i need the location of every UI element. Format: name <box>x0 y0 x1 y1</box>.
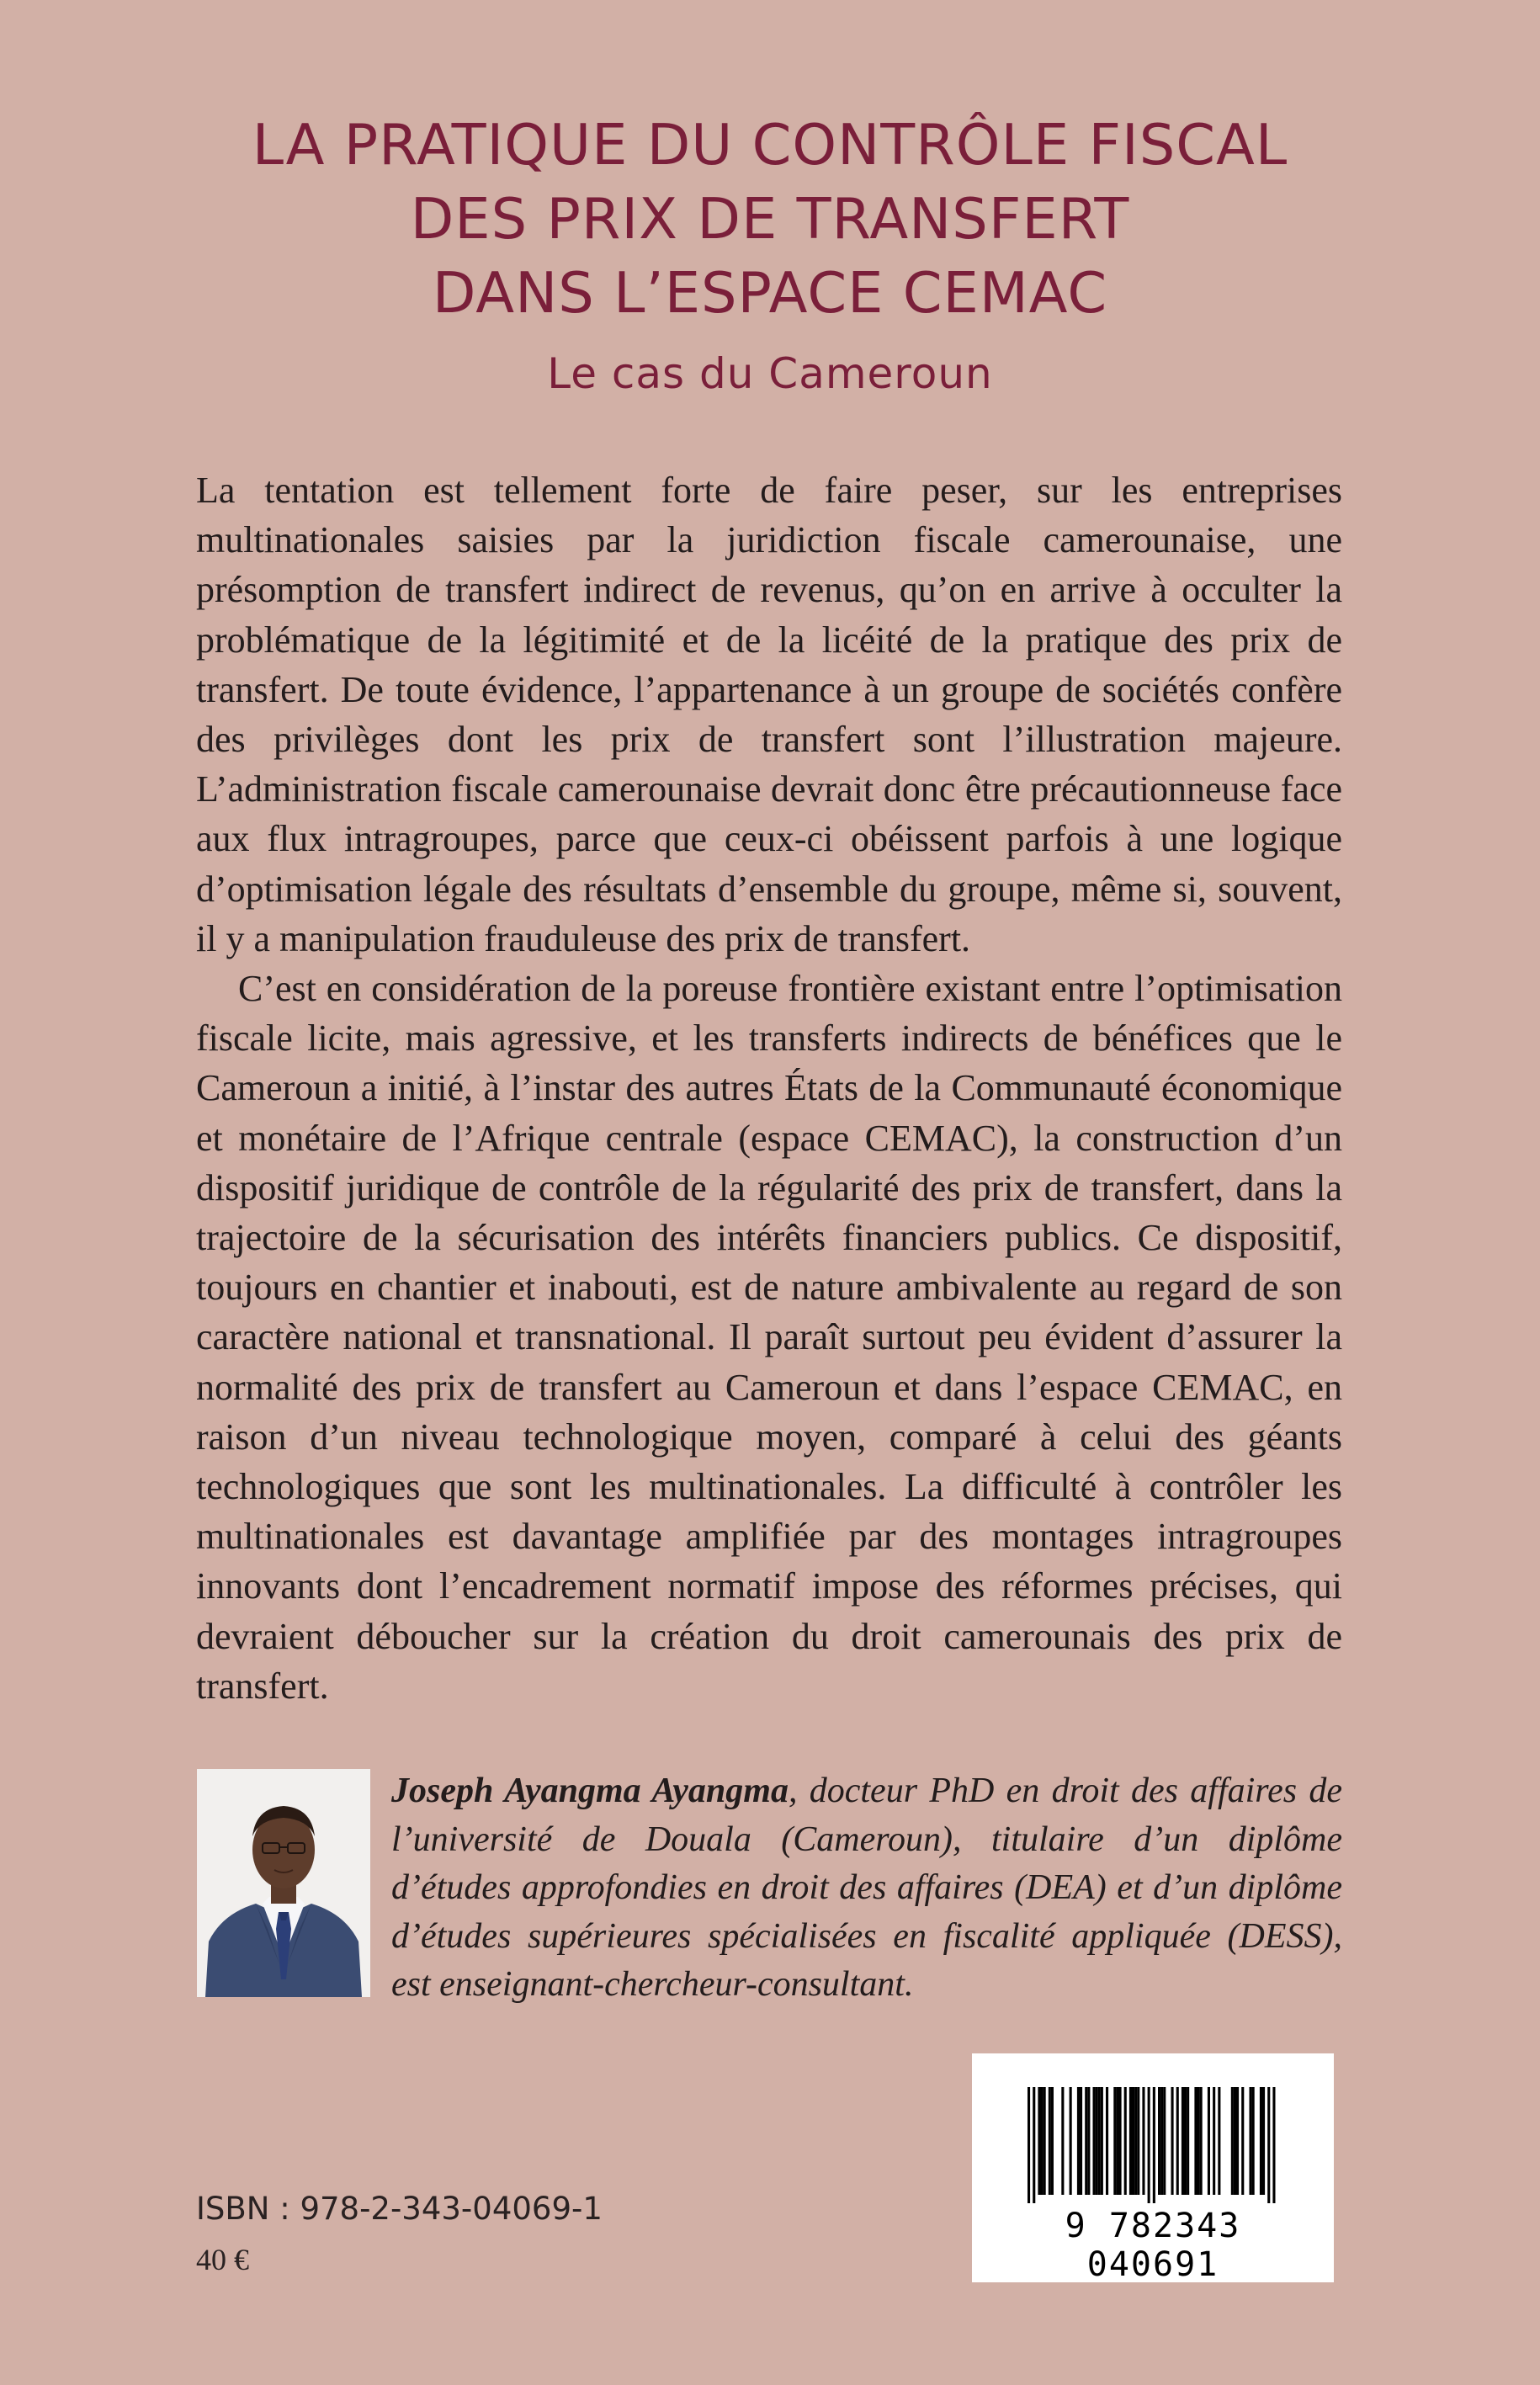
barcode-bar <box>1160 2087 1163 2195</box>
barcode-bar <box>1043 2087 1046 2195</box>
barcode-bar <box>1153 2087 1155 2203</box>
barcode-bar <box>1116 2087 1118 2195</box>
barcode-bar <box>1234 2087 1236 2195</box>
summary-paragraph: C’est en considération de la poreuse frontière existant entre l’optimisation fiscale licite, mais agressive, et les transferts indirects de bénéfices que le Cameroun a initié, à l’instar des autres États de la Communauté économique et monétaire de l’Afrique centrale (espace CEMAC), la construction d’un dispositif juridique de contrôle de la régularité des prix de transfert, dans la trajectoire de la sécurisation des intérêts financiers publics. Ce dispositif, toujours en chantier et inabouti, est de nature ambivalente au regard de son caractère national et transnational. Il paraît surtout peu évident d’assurer la normalité des prix de transfert au Cameroun et dans l’espace CEMAC, en raison d’un niveau technologique moyen, comparé à celui des géants technologiques que sont les multinationales. La difficulté à contrôler les multinationales est davantage amplifiée par des montages intragroupes innovants dont l’encadrement normatif impose des réformes précises, qui devraient déboucher sur la création du droit camerounais des prix de transfert. <box>196 968 1342 1707</box>
price: 40 € <box>196 2243 249 2276</box>
barcode-bar <box>1085 2087 1087 2195</box>
barcode-bar <box>1101 2087 1103 2195</box>
barcode-bar <box>1129 2087 1132 2195</box>
barcode-bar <box>1272 2087 1275 2203</box>
author-photo <box>197 1769 370 1997</box>
barcode-bar <box>1124 2087 1127 2195</box>
barcode-bar <box>1096 2087 1098 2195</box>
barcode-bar <box>1171 2087 1174 2195</box>
author-bio <box>391 1767 1342 2010</box>
barcode-bar <box>1049 2087 1051 2195</box>
barcode-bar <box>1051 2087 1054 2195</box>
barcode-bar <box>1137 2087 1139 2195</box>
barcode-bar <box>1080 2087 1082 2195</box>
barcode-bar <box>1070 2087 1072 2195</box>
barcode-bar <box>1163 2087 1166 2195</box>
barcode-bar <box>1106 2087 1108 2195</box>
barcode-bar <box>1061 2087 1064 2195</box>
barcode-bar <box>1113 2087 1116 2195</box>
ean13-barcode-icon <box>1028 2087 1278 2203</box>
barcode-bar <box>1098 2087 1101 2195</box>
barcode-bar <box>1028 2087 1030 2203</box>
isbn: ISBN : 978-2-343-04069-1 <box>196 2191 603 2227</box>
barcode-bar <box>1252 2087 1255 2195</box>
barcode-bar <box>1194 2087 1197 2195</box>
barcode-bar <box>1087 2087 1090 2195</box>
title-line: DANS L’ESPACE CEMAC <box>432 260 1108 326</box>
barcode-bar <box>1142 2087 1144 2195</box>
barcode-bar <box>1119 2087 1122 2195</box>
barcode-digits: 9 782343 040691 <box>1065 2207 1241 2284</box>
book-title <box>151 108 1389 330</box>
author-portrait-icon <box>197 1769 370 1997</box>
barcode-bar <box>1200 2087 1203 2195</box>
barcode-bar <box>1158 2087 1160 2195</box>
barcode-bar <box>1231 2087 1234 2195</box>
barcode-bar <box>1197 2087 1200 2195</box>
barcode-bar <box>1236 2087 1239 2195</box>
barcode-bar <box>1267 2087 1270 2203</box>
barcode-bar <box>1213 2087 1215 2195</box>
barcode-bar <box>1033 2087 1035 2203</box>
book-subtitle: Le cas du Cameroun <box>547 349 993 398</box>
barcode <box>972 2053 1334 2282</box>
barcode-bar <box>1250 2087 1252 2195</box>
summary-paragraph: La tentation est tellement forte de faire peser, sur les entreprises multinationales saisies par la juridiction fiscale camerounaise, une présomption de transfert indirect de revenus, qu’on en arrive à occulter la problématique de la légitimité et de la licéité de la pratique des prix de transfert. De toute évidence, l’appartenance à un groupe de sociétés confère des privilèges dont les prix de transfert sont l’illustration majeure. L’administration fiscale camerounaise devrait donc être précautionneuse face aux flux intragroupes, parce que ceux-ci obéissent parfois à une logique d’optimisation légale des résultats d’ensemble du groupe, même si, souvent, il y a manipulation frauduleuse des prix de transfert. <box>196 470 1342 959</box>
barcode-bar <box>1176 2087 1179 2195</box>
barcode-bar <box>1132 2087 1134 2195</box>
barcode-bar <box>1241 2087 1244 2195</box>
barcode-bar <box>1077 2087 1080 2195</box>
barcode-bar <box>1148 2087 1150 2203</box>
barcode-bar <box>1218 2087 1220 2195</box>
barcode-bar <box>1134 2087 1137 2195</box>
barcode-bar <box>1262 2087 1265 2195</box>
barcode-bar <box>1260 2087 1262 2195</box>
summary-text <box>196 465 1342 1711</box>
title-line: DES PRIX DE TRANSFERT <box>410 186 1130 252</box>
barcode-bar <box>1187 2087 1189 2195</box>
author-bio-text <box>391 1767 1342 2010</box>
barcode-bar <box>1208 2087 1210 2195</box>
barcode-bar <box>1041 2087 1043 2195</box>
barcode-bar <box>1182 2087 1184 2195</box>
title-line: LA PRATIQUE DU CONTRÔLE FISCAL <box>252 112 1288 178</box>
barcode-bar <box>1184 2087 1187 2195</box>
barcode-bar <box>1038 2087 1040 2195</box>
barcode-bar <box>1093 2087 1096 2195</box>
author-description: , docteur PhD en droit des affaires de l’université de Douala (Cameroun), titulaire d’un diplôme d’études approfondies en droit des affaires (DEA) et d’un diplôme d’études supérieures spécialisées en fiscalité appliquée (DESS), est enseignant-chercheur-consultant. <box>391 1771 1342 2004</box>
author-name: Joseph Ayangma Ayangma <box>391 1771 789 1810</box>
